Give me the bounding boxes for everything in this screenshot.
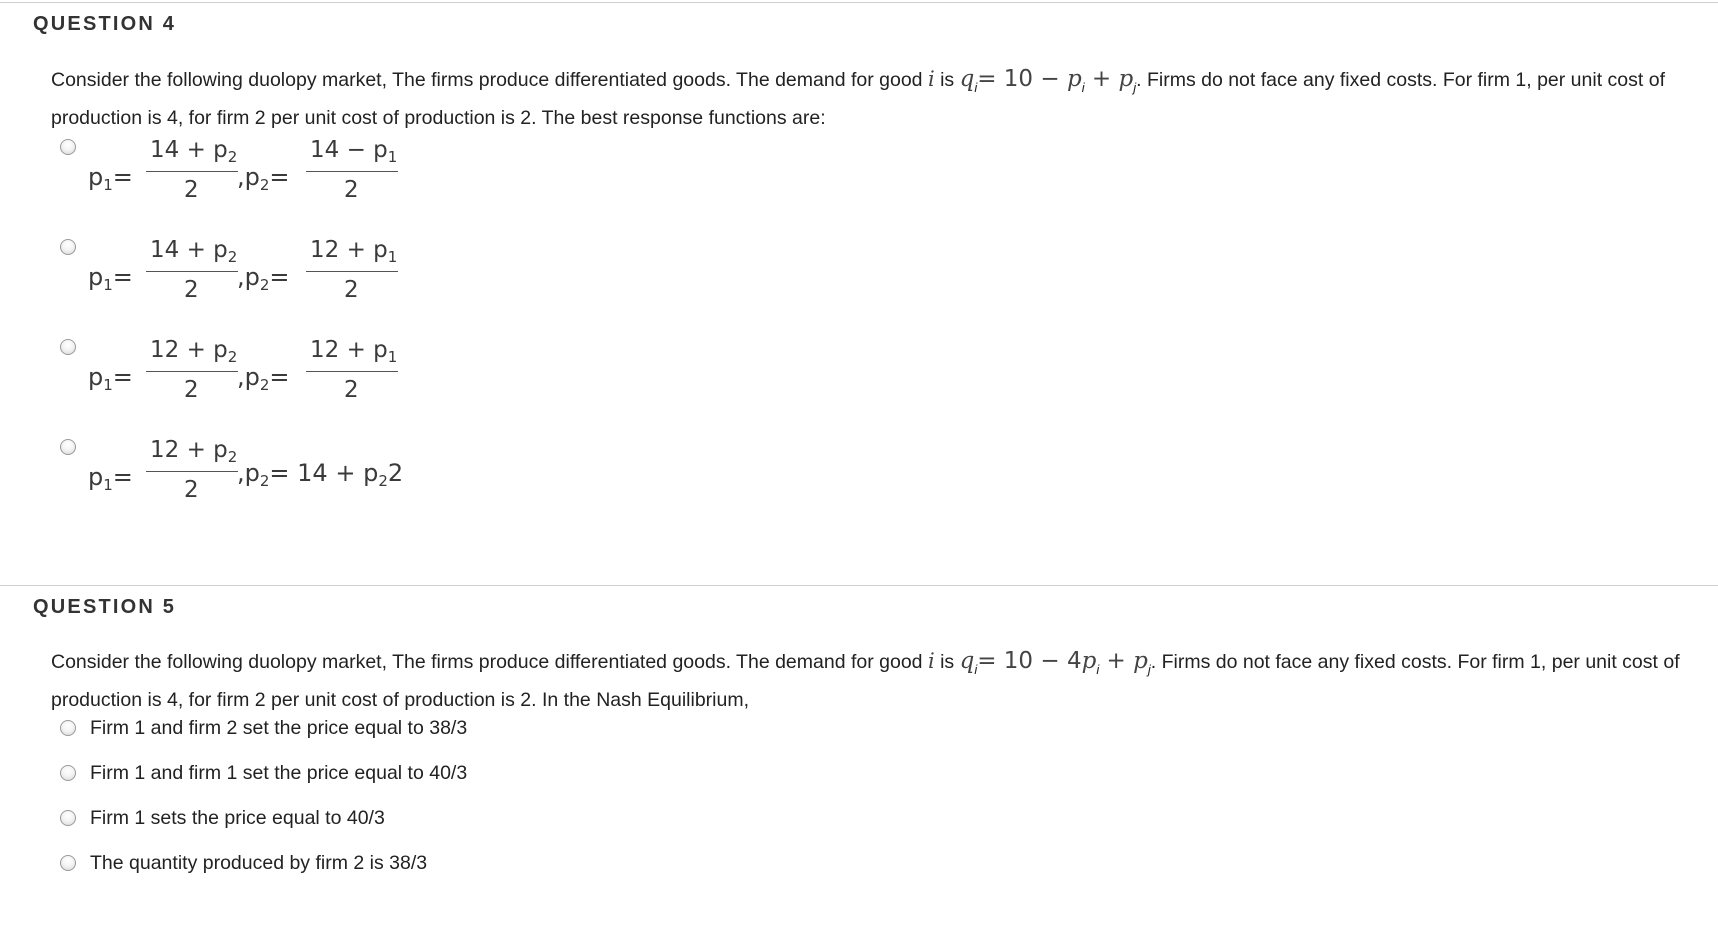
q5-eq-p2: p: [1133, 648, 1148, 674]
q5-text-a: Consider the following duolopy market, The firms produce differentiated goods. The demand for good: [51, 651, 928, 673]
q4-option-b-radio[interactable]: [60, 239, 76, 255]
p1-numerator: 14 + p: [150, 237, 228, 263]
fraction-bar: [146, 371, 238, 372]
question-4: [0, 2, 1718, 586]
q4-option-c-radio[interactable]: [60, 339, 76, 355]
question-4-title: QUESTION 4: [33, 13, 177, 35]
p1-denominator: 2: [184, 177, 199, 203]
p1-numerator-sub: 2: [227, 248, 238, 266]
p1-numerator: 12 + p: [150, 337, 228, 363]
fraction-bar: [146, 471, 238, 472]
q5-eq-sub-i2: i: [1096, 662, 1100, 677]
p2-symbol: p: [244, 163, 260, 191]
equals: =: [269, 263, 290, 291]
p1-symbol: p: [88, 263, 104, 291]
fraction-bar: [146, 171, 238, 172]
q4-text-a: Consider the following duolopy market, The firms produce differentiated goods. The demand for good: [51, 69, 928, 91]
p1-symbol: p: [88, 363, 104, 391]
q5-eq-plus: +: [1099, 648, 1134, 674]
p2-denominator: 2: [344, 177, 359, 203]
q5-eq-p1: p: [1081, 648, 1097, 674]
q5-option-d-radio[interactable]: [60, 855, 76, 871]
question-5-text: [51, 643, 1691, 718]
q4-option-d-formula: [88, 433, 428, 513]
p1-numerator-sub: 2: [227, 348, 238, 366]
q5-eq-q: q: [959, 648, 975, 674]
q5-option-b-label[interactable]: Firm 1 and firm 1 set the price equal to 40/3: [90, 762, 468, 784]
q4-option-a-radio[interactable]: [60, 139, 76, 155]
p2-sub: 2: [259, 176, 270, 194]
q4-text-is: is: [934, 69, 960, 91]
q5-option-c-radio[interactable]: [60, 810, 76, 826]
q4-eq-q: q: [959, 66, 975, 92]
q5-eq-sub-j: j: [1147, 662, 1151, 677]
comma: ,: [237, 263, 245, 291]
q4-option-d-radio[interactable]: [60, 439, 76, 455]
p2-numerator: 14 − p: [310, 137, 388, 163]
q5-option-a-label[interactable]: Firm 1 and firm 2 set the price equal to 38/3: [90, 717, 468, 739]
p2-denominator: 2: [344, 277, 359, 303]
p1-sub: 1: [103, 376, 113, 394]
p2-symbol: p: [244, 263, 260, 291]
q5-option-d-label[interactable]: The quantity produced by firm 2 is 38/3: [90, 852, 428, 874]
p1-sub: 1: [103, 276, 113, 294]
q5-var-i: i: [927, 649, 935, 673]
q4-option-c-formula: [88, 333, 418, 413]
q4-eq-p1: p: [1066, 66, 1082, 92]
p2-sub: 2: [259, 472, 270, 490]
p1-symbol: p: [88, 163, 104, 191]
p1-sub: 1: [103, 176, 113, 194]
p2-numerator-sub: 1: [387, 248, 398, 266]
p2-symbol: p: [244, 363, 260, 391]
comma: ,: [237, 363, 245, 391]
p1-denominator: 2: [184, 277, 199, 303]
q4-option-b-formula: [88, 233, 418, 313]
fraction-bar: [146, 271, 238, 272]
comma: ,: [237, 459, 245, 487]
p1-symbol: p: [88, 463, 104, 491]
p1-denominator: 2: [184, 377, 199, 403]
q4-eq-sub-j: j: [1133, 80, 1137, 95]
question-4-text: [51, 61, 1691, 136]
p2-denominator: 2: [344, 377, 359, 403]
q4-eq-sub-i1: i: [974, 80, 978, 95]
p2-inline-expr: = 14 + p: [269, 459, 379, 487]
q5-text-is: is: [934, 651, 960, 673]
p2-numerator: 12 + p: [310, 237, 388, 263]
q5-eq-sub-i1: i: [974, 662, 978, 677]
p2-symbol: p: [244, 459, 260, 487]
p1-sub: 1: [103, 476, 113, 494]
p2-numerator: 12 + p: [310, 337, 388, 363]
p1-numerator: 14 + p: [150, 137, 228, 163]
p2-numerator-sub: 1: [387, 148, 398, 166]
q4-var-i: i: [927, 67, 935, 91]
p2-sub: 2: [259, 276, 270, 294]
fraction-bar: [306, 371, 398, 372]
p1-numerator: 12 + p: [150, 437, 228, 463]
equals: =: [269, 363, 290, 391]
q4-eq-rhs: = 10 −: [977, 66, 1067, 92]
comma: ,: [237, 163, 245, 191]
q4-text-b: . Firms do not face any fixed costs. For firm 1, per unit cost of production is 4, for firm 2 per unit cost of production is 2. The best response functions are:: [51, 69, 1665, 129]
p2-inline-sub: 2: [378, 472, 388, 490]
q4-eq-sub-i2: i: [1081, 80, 1085, 95]
question-5-title: QUESTION 5: [33, 596, 177, 618]
p1-denominator: 2: [184, 477, 199, 503]
fraction-bar: [306, 271, 398, 272]
p1-numerator-sub: 2: [227, 148, 238, 166]
q5-option-c-label[interactable]: Firm 1 sets the price equal to 40/3: [90, 807, 385, 829]
q4-eq-plus: +: [1084, 66, 1119, 92]
equals: =: [112, 263, 133, 291]
q5-option-a-radio[interactable]: [60, 720, 76, 736]
question-5: [0, 585, 1718, 928]
q4-option-a-formula: [88, 133, 418, 213]
p2-inline-tail: 2: [387, 459, 404, 487]
fraction-bar: [306, 171, 398, 172]
q5-eq-rhs: = 10 − 4: [977, 648, 1082, 674]
p1-numerator-sub: 2: [227, 448, 238, 466]
q5-option-b-radio[interactable]: [60, 765, 76, 781]
q5-text-b: . Firms do not face any fixed costs. For firm 1, per unit cost of production is 4, for firm 2 per unit cost of production is 2. In the Nash Equilibrium,: [51, 651, 1680, 711]
p2-numerator-sub: 1: [387, 348, 398, 366]
equals: =: [112, 463, 133, 491]
p2-sub: 2: [259, 376, 270, 394]
q4-eq-p2: p: [1118, 66, 1134, 92]
equals: =: [269, 163, 290, 191]
equals: =: [112, 163, 133, 191]
equals: =: [112, 363, 133, 391]
